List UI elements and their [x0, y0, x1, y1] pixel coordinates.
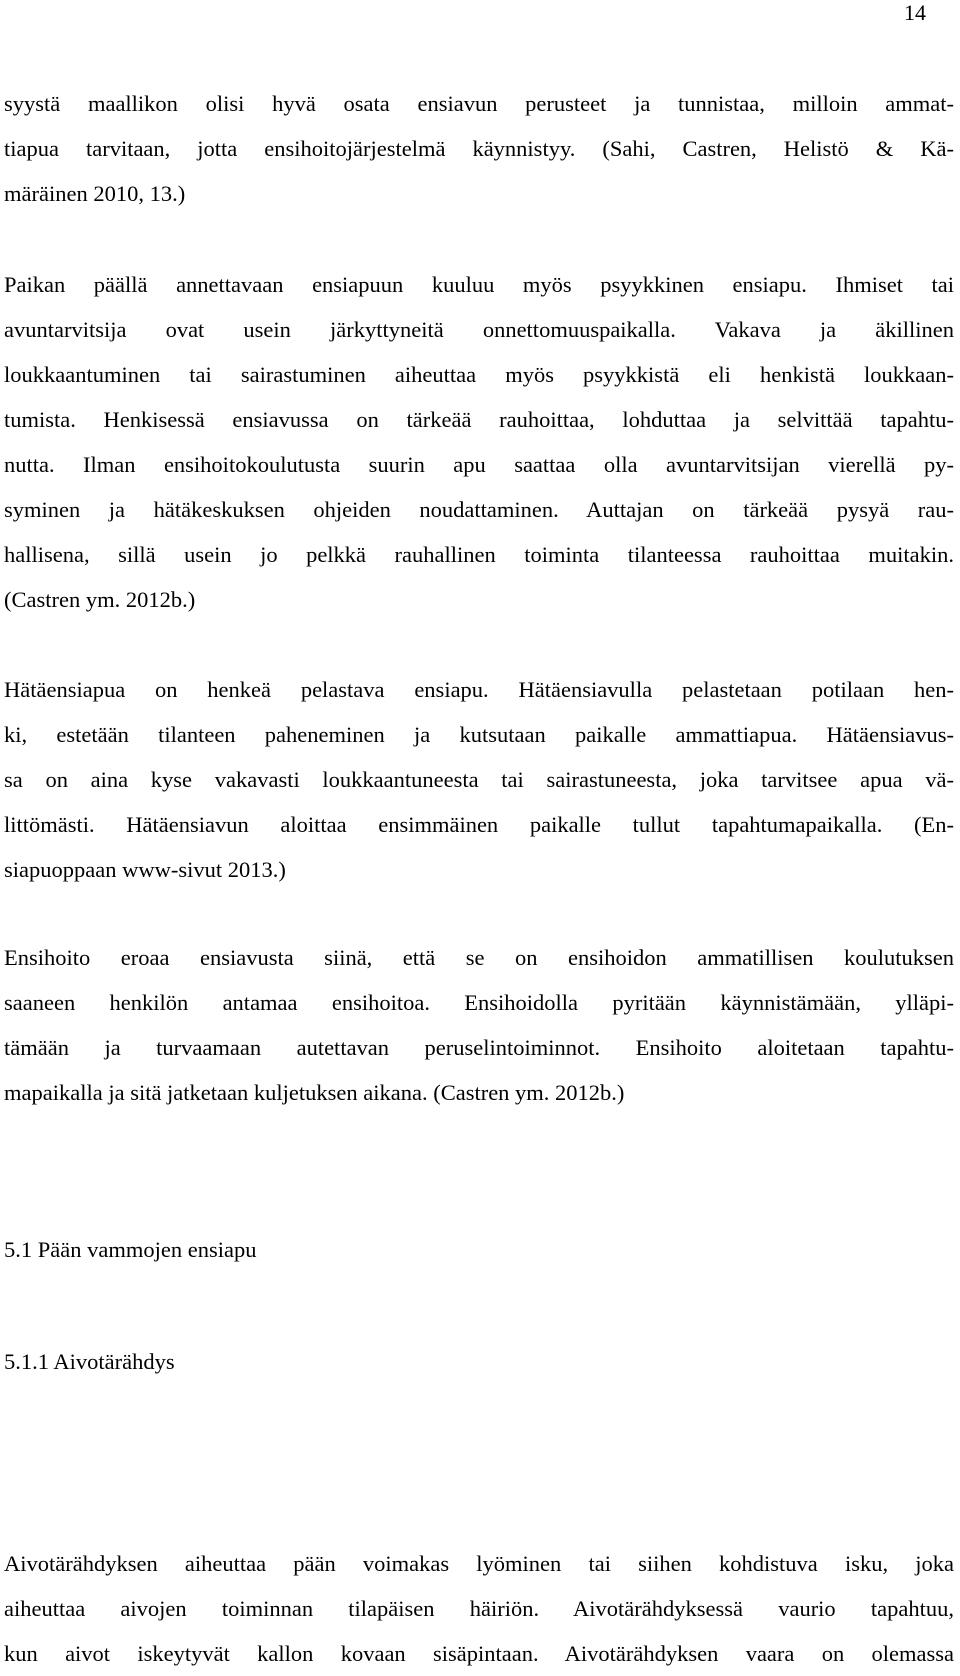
text-line: avuntarvitsija ovat usein järkyttyneitä onnettomuuspaikalla. Vakava ja äkillinen: [4, 317, 954, 342]
paragraph-1: [4, 81, 954, 216]
text-line: tiapua tarvitaan, jotta ensihoitojärjestelmä käynnistyy. (Sahi, Castren, Helistö & Kä-: [4, 136, 954, 161]
text-line: littömästi. Hätäensiavun aloittaa ensimmäinen paikalle tullut tapahtumapaikalla. (En-: [4, 812, 954, 837]
text-line: kun aivot iskeytyvät kallon kovaan sisäpintaan. Aivotärähdyksen vaara on olemassa: [4, 1641, 954, 1666]
text-line: tämään ja turvaamaan autettavan peruselintoiminnot. Ensihoito aloitetaan tapahtu-: [4, 1035, 954, 1060]
paragraph-4: [4, 935, 954, 1115]
text-line: (Castren ym. 2012b.): [4, 587, 196, 612]
text-line: aiheuttaa aivojen toiminnan tilapäisen häiriön. Aivotärähdyksessä vaurio tapahtuu,: [4, 1596, 954, 1621]
text-line: Paikan päällä annettavaan ensiapuun kuuluu myös psyykkinen ensiapu. Ihmiset tai: [4, 272, 954, 297]
text-line: Ensihoito eroaa ensiavusta siinä, että se on ensihoidon ammatillisen koulutuksen: [4, 945, 954, 970]
text-line: ki, estetään tilanteen paheneminen ja kutsutaan paikalle ammattiapua. Hätäensiavus-: [4, 722, 954, 747]
text-line: siapuoppaan www-sivut 2013.): [4, 857, 286, 882]
subsection-heading: 5.1.1 Aivotärähdys: [4, 1349, 175, 1374]
text-line: loukkaantuminen tai sairastuminen aiheuttaa myös psyykkistä eli henkistä loukkaan-: [4, 362, 954, 387]
section-heading: 5.1 Pään vammojen ensiapu: [4, 1237, 257, 1262]
paragraph-2: [4, 262, 954, 622]
text-line: syminen ja hätäkeskuksen ohjeiden noudattaminen. Auttajan on tärkeää pysyä rau-: [4, 497, 954, 522]
text-line: syystä maallikon olisi hyvä osata ensiavun perusteet ja tunnistaa, milloin ammat-: [4, 91, 954, 116]
text-line: nutta. Ilman ensihoitokoulutusta suurin apu saattaa olla avuntarvitsijan vierellä py-: [4, 452, 954, 477]
text-line: saaneen henkilön antamaa ensihoitoa. Ensihoidolla pyritään käynnistämään, ylläpi-: [4, 990, 954, 1015]
text-line: mapaikalla ja sitä jatketaan kuljetuksen aikana. (Castren ym. 2012b.): [4, 1080, 625, 1105]
paragraph-3: [4, 667, 954, 892]
text-line: Aivotärähdyksen aiheuttaa pään voimakas lyöminen tai siihen kohdistuva isku, joka: [4, 1551, 954, 1576]
paragraph-5: [4, 1541, 954, 1676]
text-line: Hätäensiapua on henkeä pelastava ensiapu. Hätäensiavulla pelastetaan potilaan hen-: [4, 677, 954, 702]
text-line: tumista. Henkisessä ensiavussa on tärkeää rauhoittaa, lohduttaa ja selvittää tapahtu-: [4, 407, 954, 432]
text-line: hallisena, sillä usein jo pelkkä rauhallinen toiminta tilanteessa rauhoittaa muitakin.: [4, 542, 954, 567]
page-number: 14: [904, 0, 926, 25]
text-line: märäinen 2010, 13.): [4, 181, 186, 206]
text-line: sa on aina kyse vakavasti loukkaantuneesta tai sairastuneesta, joka tarvitsee apua vä-: [4, 767, 954, 792]
